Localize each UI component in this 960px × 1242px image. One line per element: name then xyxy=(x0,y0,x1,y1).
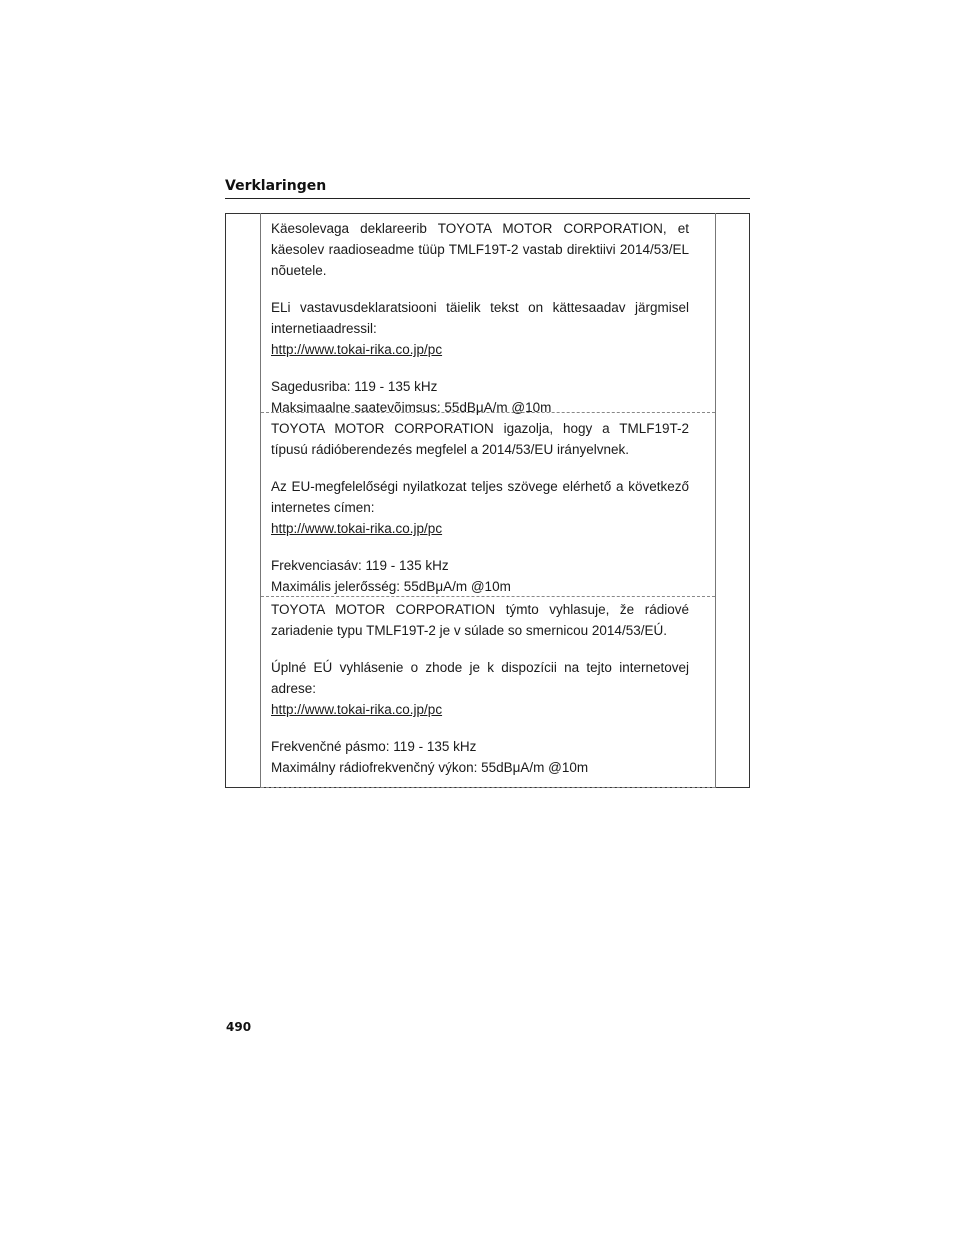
availability-text: ELi vastavusdeklaratsiooni täielik tekst on kättesaadav järgmisel internetiaadressil: xyxy=(271,300,689,336)
declaration-text: Käesolevaga deklareerib TOYOTA MOTOR CORPORATION, et käesolev raadioseadme tüüp TMLF19T-2 vastab direktiivi 2014/53/EL nõuetele. xyxy=(271,221,689,278)
declaration-text: TOYOTA MOTOR CORPORATION igazolja, hogy a TMLF19T-2 típusú rádióberendezés megfelel a 2014/53/EU irányelvnek. xyxy=(271,421,689,457)
declaration-block-hungarian xyxy=(261,413,715,597)
section-title: Verklaringen xyxy=(225,178,327,194)
declaration-block-estonian xyxy=(261,213,715,413)
availability-text: Az EU-megfelelőségi nyilatkozat teljes szövege elérhető a következő internetes címen: xyxy=(271,479,689,515)
power-text: Maksimaalne saatevõimsus: 55dBμA/m @10m xyxy=(271,400,552,415)
availability-text: Úplné EÚ vyhlásenie o zhode je k dispozícii na tejto internetovej adrese: xyxy=(271,660,689,696)
frequency-text: Sagedusriba: 119 - 135 kHz xyxy=(271,379,438,394)
frequency-text: Frekvenciasáv: 119 - 135 kHz xyxy=(271,558,449,573)
power-text: Maximálny rádiofrekvenčný výkon: 55dBμA/m @10m xyxy=(271,760,589,775)
power-text: Maximális jelerősség: 55dBμA/m @10m xyxy=(271,579,511,594)
frequency-text: Frekvenčné pásmo: 119 - 135 kHz xyxy=(271,739,477,754)
title-divider xyxy=(225,198,750,199)
declarations-table xyxy=(260,213,716,788)
declaration-text: TOYOTA MOTOR CORPORATION týmto vyhlasuje, že rádiové zariadenie typu TMLF19T-2 je v súlade so smernicou 2014/53/EÚ. xyxy=(271,602,689,638)
page-number: 490 xyxy=(226,1020,252,1034)
declaration-url-link[interactable]: http://www.tokai-rika.co.jp/pc xyxy=(271,702,443,717)
declaration-block-slovak xyxy=(261,597,715,788)
declaration-url-link[interactable]: http://www.tokai-rika.co.jp/pc xyxy=(271,521,443,536)
declaration-url-link[interactable]: http://www.tokai-rika.co.jp/pc xyxy=(271,342,443,357)
